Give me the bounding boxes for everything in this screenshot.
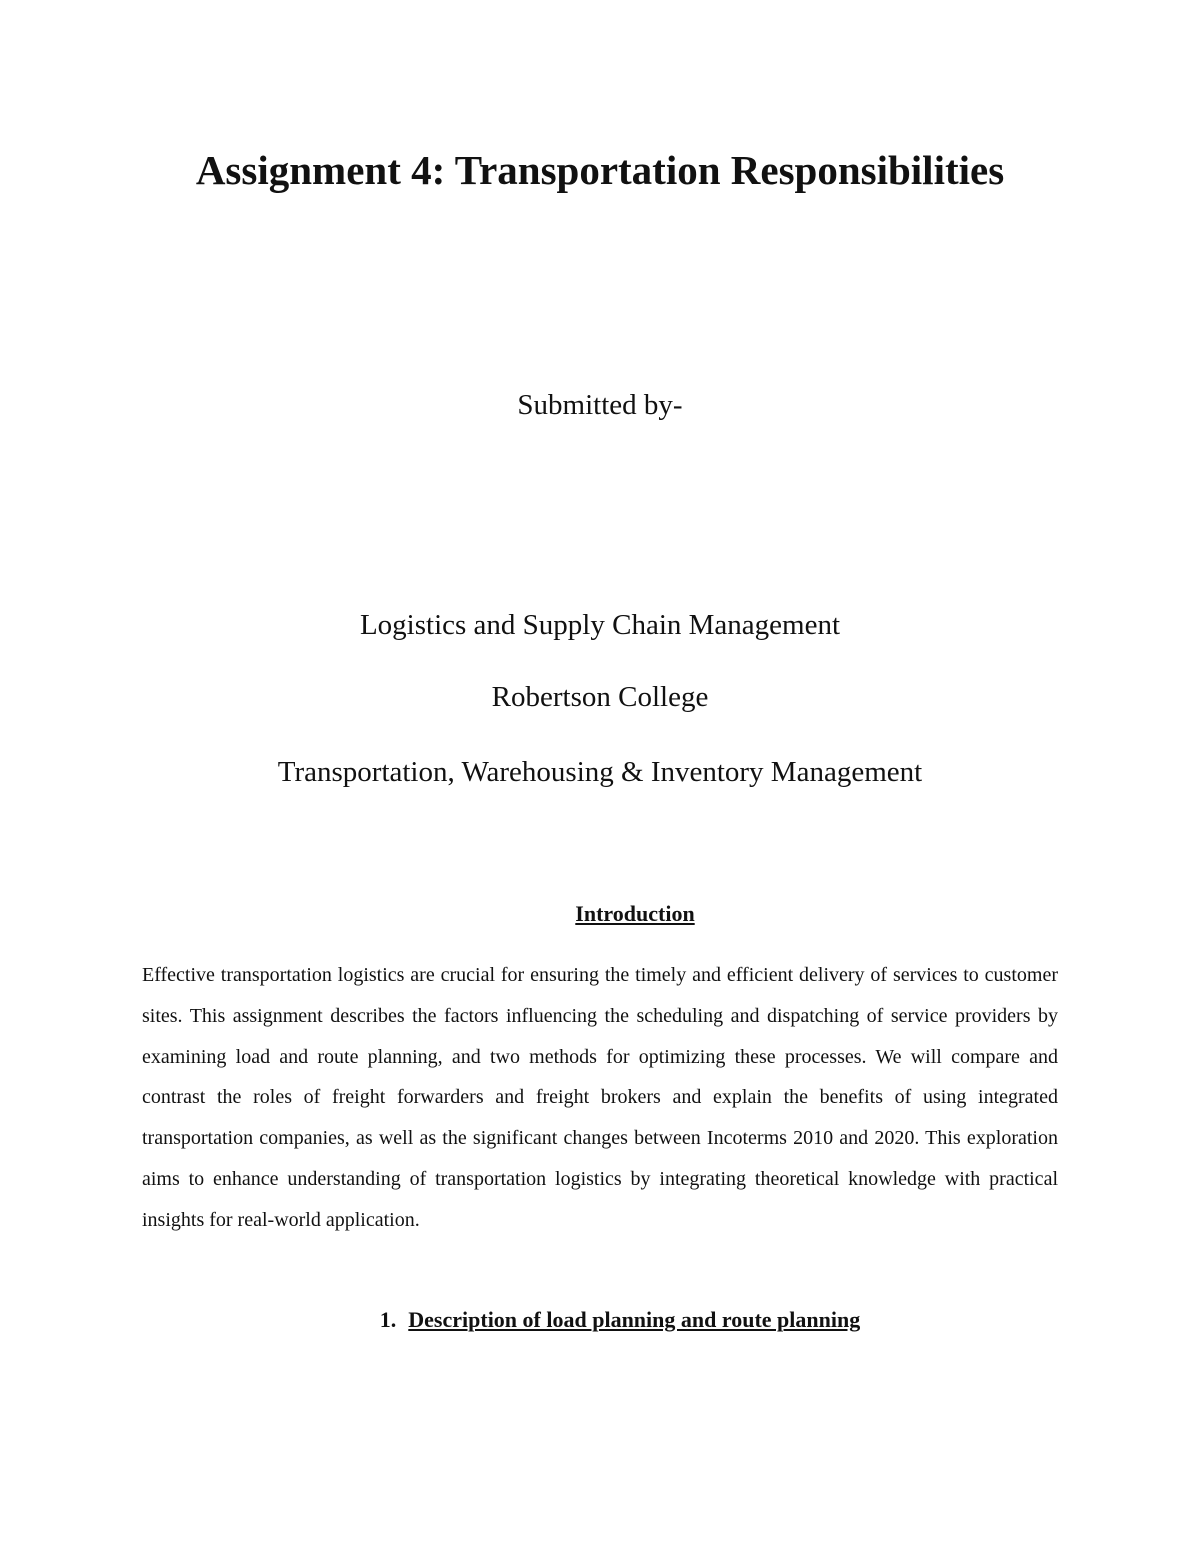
section-1-heading [0, 1302, 1200, 1338]
course-name: Transportation, Warehousing & Inventory Management [277, 756, 923, 788]
document-title: Assignment 4: Transportation Responsibilities [195, 147, 1005, 193]
program-name: Logistics and Supply Chain Management [359, 609, 841, 641]
introduction-paragraph: Effective transportation logistics are crucial for ensuring the timely and efficient delivery of services to customer sites. This assignment describes the factors influencing the scheduling and dispatching of service providers by examining load and route planning, and two methods for optimizing these processes. We will compare and contrast the roles of freight forwarders and freight brokers and explain the benefits of using integrated transportation companies, as well as the significant changes between Incoterms 2010 and 2020. This exploration aims to enhance understanding of transportation logistics by integrating theoretical knowledge with practical insights for real-world application. [142, 964, 1058, 1231]
submitted-by-label: Submitted by- [517, 389, 683, 421]
section-1-title: Description of load planning and route planning [408, 1307, 861, 1332]
section-1-number: 1. [379, 1307, 397, 1332]
introduction-heading: Introduction [575, 901, 695, 926]
college-name: Robertson College [491, 681, 709, 713]
